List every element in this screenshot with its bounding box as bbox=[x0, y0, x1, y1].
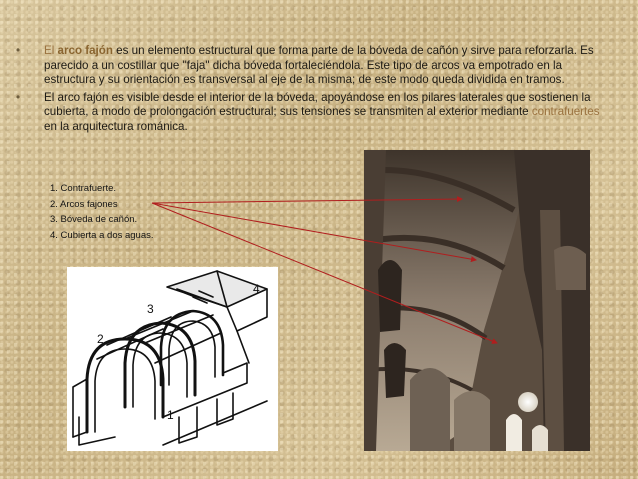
drawing-number: 2 bbox=[97, 332, 104, 346]
bullet-text-suffix: en la arquitectura románica. bbox=[44, 119, 188, 133]
legend-item: 4. Cubierta a dos aguas. bbox=[50, 230, 154, 242]
legend-item: 3. Bóveda de cañón. bbox=[50, 214, 138, 226]
arrow-to-rib-2 bbox=[152, 203, 476, 260]
bullet-text-prefix: El bbox=[44, 44, 58, 57]
arrow-to-rib-3 bbox=[152, 203, 497, 343]
bullet-marker: • bbox=[16, 44, 21, 57]
bullet-text-body: es un elemento estructural que forma parte de la bóveda de cañón y sirve para reforzarla. Es parecido a un costillar que "faja" dicha bóveda fortaleciéndola. Este tipo de arcos va empotrado en la estructura y su orientación es transversal al eje de la misma; de este modo queda dividida en tramos. bbox=[44, 44, 594, 87]
drawing-number: 3 bbox=[147, 302, 154, 316]
bullet-marker: • bbox=[16, 90, 21, 104]
arrow-to-rib-1 bbox=[152, 199, 462, 203]
drawing-number: 4 bbox=[253, 282, 260, 296]
legend-item: 1. Contrafuerte. bbox=[50, 183, 117, 194]
bullet-text-body: El arco fajón es visible desde el interior de la bóveda, apoyándose en los pilares laterales que sostienen la cubierta, a modo de prolongación estructural; sus tensiones se transmiten al exterior mediante bbox=[44, 90, 591, 119]
term-arco-fajon: arco fajón bbox=[57, 44, 113, 57]
term-contrafuertes: contrafuertes bbox=[531, 105, 600, 119]
drawing-number: 1 bbox=[167, 408, 174, 422]
legend-item: 2. Arcos fajones bbox=[50, 198, 118, 210]
